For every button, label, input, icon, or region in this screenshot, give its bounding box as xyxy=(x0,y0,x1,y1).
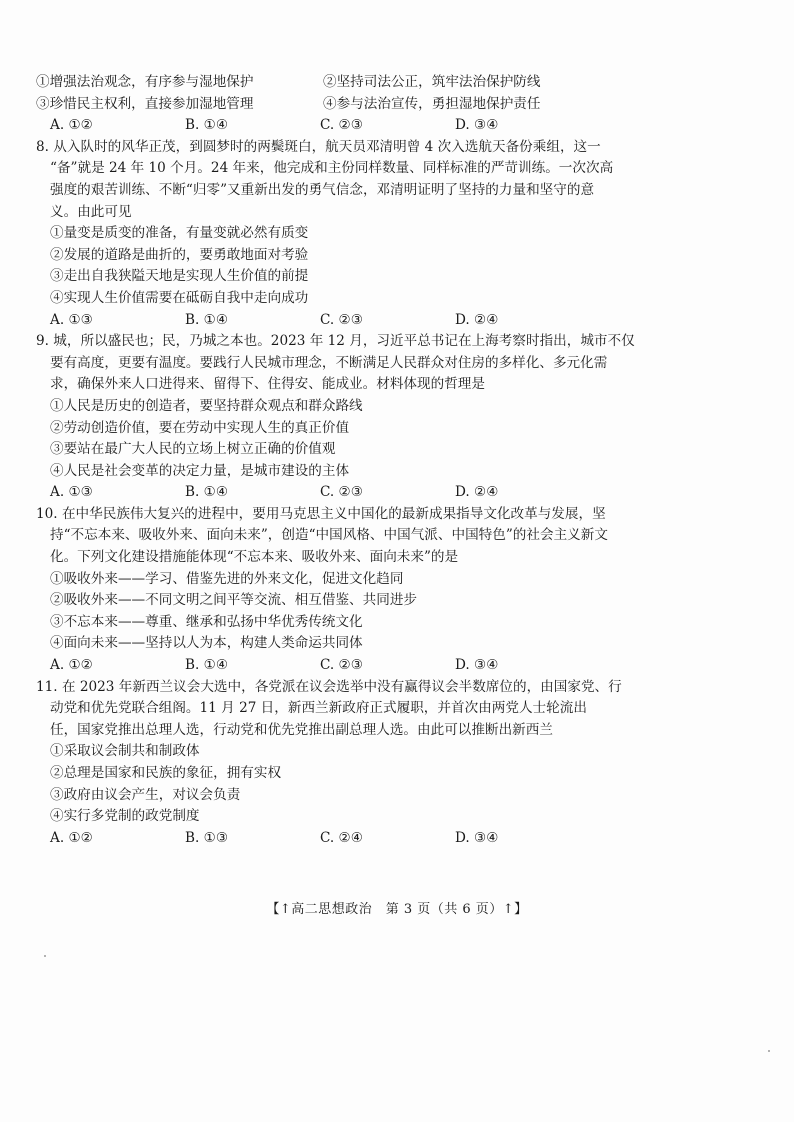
q11-choices xyxy=(36,828,758,850)
q9-option-2: ②劳动创造价值，要在劳动中实现人生的真正价值 xyxy=(50,419,350,436)
q8-choices xyxy=(36,310,758,332)
q9-choices xyxy=(36,482,758,504)
q11-choice-b: B. ①③ xyxy=(185,829,229,846)
q9-option-1: ①人民是历史的创造者，要坚持群众观点和群众路线 xyxy=(50,397,363,414)
q7-choices xyxy=(36,115,758,137)
q11-choice-a: A. ①② xyxy=(50,829,93,846)
q10-choice-d: D. ③④ xyxy=(455,657,499,674)
q10-choice-c: C. ②③ xyxy=(320,657,363,674)
q7-option-1: ①增强法治观念，有序参与湿地保护 xyxy=(36,74,254,90)
q7-option-3: ③珍惜民主权利，直接参加湿地管理 xyxy=(36,95,254,112)
page-content xyxy=(36,72,758,849)
q11-option-3: ③政府由议会产生，对议会负责 xyxy=(50,786,241,803)
q8-stem-line: 强度的艰苦训练、不断“归零”又重新出发的勇气信念，邓清明证明了坚持的力量和坚守的意 xyxy=(50,181,595,198)
q10-stem-line: 持“不忘本来、吸收外来、面向未来”，创造“中国风格、中国气派、中国特色”的社会主义新文 xyxy=(50,527,608,544)
q7-options-row1 xyxy=(36,72,758,94)
q9-choice-c: C. ②③ xyxy=(320,484,363,501)
q8-option-2: ②发展的道路是曲折的，要勇敢地面对考验 xyxy=(50,246,309,263)
q8-choice-a: A. ①③ xyxy=(50,311,93,328)
q10-option-1: ①吸收外来——学习、借鉴先进的外来文化，促进文化趋同 xyxy=(50,570,404,587)
q9-choice-d: D. ②④ xyxy=(455,484,499,501)
q10-choice-a: A. ①② xyxy=(50,657,93,674)
q10-choices xyxy=(36,655,758,677)
q8-option-1: ①量变是质变的准备，有量变就必然有质变 xyxy=(50,225,309,242)
q8-choice-b: B. ①④ xyxy=(185,311,229,328)
q9-choice-a: A. ①③ xyxy=(50,484,93,501)
q7-choice-c: C. ②③ xyxy=(320,117,363,134)
q11-option-4: ④实行多党制的政党制度 xyxy=(50,808,200,825)
q7-options-row2 xyxy=(36,94,758,116)
q8-stem-line: 义。由此可见 xyxy=(50,203,132,220)
q9-option-3: ③要站在最广大人民的立场上树立正确的价值观 xyxy=(50,441,336,458)
q10-option-3: ③不忘本来——尊重、继承和弘扬中华优秀传统文化 xyxy=(50,613,363,630)
q9-stem-line: 9. 城，所以盛民也；民，乃城之本也。2023 年 12 月，习近平总书记在上海考察时指出，城市不仅 xyxy=(36,333,635,350)
q9-stem-line: 要有高度，更要有温度。要践行人民城市理念，不断满足人民群众对住房的多样化、多元化需 xyxy=(50,354,608,371)
q10-stem-line: 化。下列文化建设措施能体现“不忘本来、吸收外来、面向未来”的是 xyxy=(50,549,459,566)
q7-option-4: ④参与法治宣传，勇担湿地保护责任 xyxy=(323,95,541,112)
q8-stem-line: “备”就是 24 年 10 个月。24 年来，他完成和主份同样数量、同样标准的严苛训练。一次次高 xyxy=(50,160,614,177)
q8-option-3: ③走出自我狭隘天地是实现人生价值的前提 xyxy=(50,268,309,285)
q10-stem-line: 10. 在中华民族伟大复兴的进程中，要用马克思主义中国化的最新成果指导文化改革与发展，坚 xyxy=(36,505,606,522)
q9-stem-line: 求，确保外来人口进得来、留得下、住得安、能成业。材料体现的哲理是 xyxy=(50,376,485,393)
q11-choice-c: C. ②④ xyxy=(320,829,363,846)
q8-choice-d: D. ②④ xyxy=(455,311,499,328)
q10-option-2: ②吸收外来——不同文明之间平等交流、相互借鉴、共同进步 xyxy=(50,592,418,609)
q10-option-4: ④面向未来——坚持以人为本，构建人类命运共同体 xyxy=(50,635,363,652)
q11-option-1: ①采取议会制共和制政体 xyxy=(50,743,200,760)
q8-stem-line: 8. 从入队时的风华正茂，到圆梦时的两鬓斑白，航天员邓清明曾 4 次入选航天备份乘组，这一 xyxy=(36,138,601,155)
q7-option-2: ②坚持司法公正，筑牢法治保护防线 xyxy=(323,74,541,90)
scan-speck xyxy=(768,1050,770,1052)
q11-stem-line: 11. 在 2023 年新西兰议会大选中，各党派在议会选举中没有赢得议会半数席位的，由国家党、行 xyxy=(36,678,622,695)
page-footer: 【↑高二思想政治 第 3 页（共 6 页）↑】 xyxy=(266,902,528,917)
q8-option-4: ④实现人生价值需要在砥砺自我中走向成功 xyxy=(50,289,309,306)
q7-choice-a: A. ①② xyxy=(50,117,93,134)
q11-choice-d: D. ③④ xyxy=(455,829,499,846)
q9-option-4: ④人民是社会变革的决定力量，是城市建设的主体 xyxy=(50,462,350,479)
q11-stem-line: 任，国家党推出总理人选，行动党和优先党推出副总理人选。由此可以推断出新西兰 xyxy=(50,721,553,738)
q11-stem-line: 动党和优先党联合组阁。11 月 27 日，新西兰新政府正式履职，并首次由两党人士轮流出 xyxy=(50,700,587,717)
q8-choice-c: C. ②③ xyxy=(320,311,363,328)
q7-choice-d: D. ③④ xyxy=(455,117,499,134)
q10-choice-b: B. ①④ xyxy=(185,657,229,674)
scan-speck xyxy=(44,955,46,957)
q9-choice-b: B. ①④ xyxy=(185,484,229,501)
q7-choice-b: B. ①④ xyxy=(185,117,229,134)
q11-option-2: ②总理是国家和民族的象征，拥有实权 xyxy=(50,765,282,781)
